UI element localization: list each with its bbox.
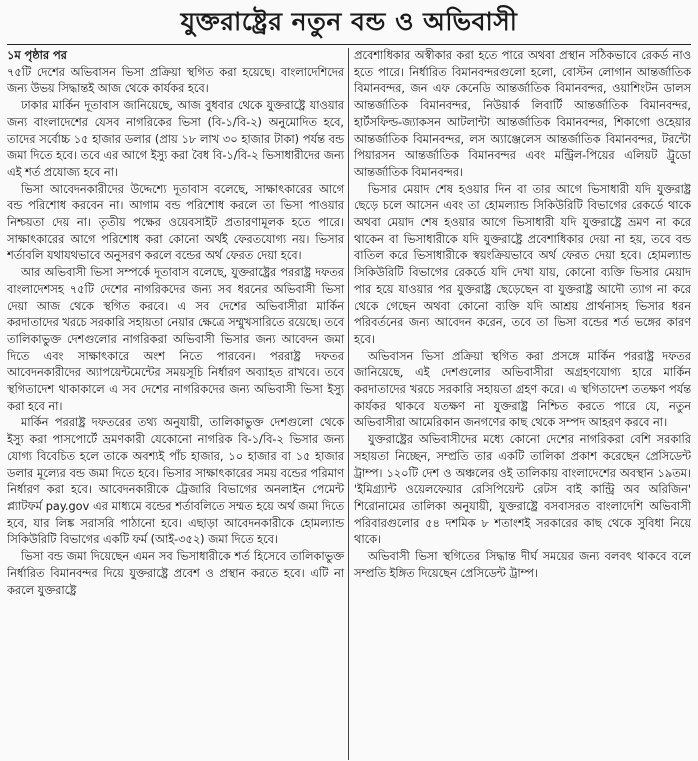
paragraph: ৭৫টি দেশের অভিবাসন ভিসা প্রক্রিয়া স্থগিত করা হয়েছে। বাংলাদেশিদের জন্য উভয় সিদ্ধান্তই আজ থেকে কার্যকর হবে। [7,65,344,96]
paragraph: অভিবাসী ভিসা স্থগিতের সিদ্ধান্ত দীর্ঘ সময়ের জন্য বলবৎ থাকবে বলে সম্প্রতি ইঙ্গিত দিয়েছেন প্রেসিডেন্ট ট্রাম্প। [354,550,691,580]
paragraph: আর অভিবাসী ভিসা সম্পর্কে দূতাবাস বলেছে, যুক্তরাষ্ট্রের পররাষ্ট্র দফতর বাংলাদেশসহ ৭৫টি দেশের নাগরিকদের জন্য সব ধরনের অভিবাসী ভিসা দেয়া আজ থেকে স্থগিত করবে। এ সব দেশের অভিবাসীরা মার্কিন করদাতাদের খরচে সরকারি সহায়তা নেয়ার ক্ষেত্রে সম্মুখসারিতে রয়েছে। তবে তালিকাভুক্ত দেশগুলোর নাগরিকরা অভিবাসী ভিসার জন্য আবেদন জমা দিতে এবং সাক্ষাৎকারে অংশ নিতে পারবেন। পররাষ্ট্র দফতর আবেদনকারীদের অ্যাপয়েন্টমেন্টের সময়সূচি নির্ধারণ অব্যাহত রাখবে। তবে স্থগিতাদেশ থাকাকালে এ সব দেশের নাগরিকদের জন্য অভিবাসী ভিসা ইস্যু করা হবে না। [7,266,344,413]
paragraph: ভিসা বন্ড জমা দিয়েছেন এমন সব ভিসাধারীকে শর্ত হিসেবে তালিকাভুক্ত নির্ধারিত বিমানবন্দর দিয়ে যুক্তরাষ্ট্রে প্রবেশ ও প্রস্থান করতে হবে। এটি না করলে যুক্তরাষ্ট্রে [7,550,344,597]
paragraph: মার্কিন পররাষ্ট্র দফতরের তথ্য অনুযায়ী, তালিকাভুক্ত দেশগুলো থেকে ইস্যু করা পাসপোর্টে ভ্রমণকারী যেকোনো নাগরিক বি-১/বি-২ ভিসার জন্য যোগ্য বিবেচিত হলে তাকে অবশ্যই পাঁচ হাজার, ১০ হাজার বা ১৫ হাজার ডলার মূল্যের বন্ড জমা দিতে হবে। ভিসার সাক্ষাৎকারের সময় বন্ডের পরিমাণ নির্ধারণ করা হবে। আবেদনকারীকে ট্রেজারি বিভাগের অনলাইন পেমেন্ট প্ল্যাটফর্ম pay.gov এর মাধ্যমে বন্ডের শর্তাবলিতে সম্মত হয়ে অর্থ জমা দিতে হবে, যার লিঙ্ক সরাসরি পাঠানো হবে। এছাড়া আবেদনকারীকে হোমল্যান্ড সিকিউরিটি বিভাগের একটি ফর্ম (আই-৩৫২) জমা দিতে হবে। [7,416,344,547]
headline-divider [7,44,691,45]
article-columns [7,48,691,760]
paragraph: প্রবেশাধিকার অস্বীকার করা হতে পারে অথবা প্রস্থান সঠিকভাবে রেকর্ড নাও হতে পারে। নির্ধারিত বিমানবন্দরগুলো হলো, বোস্টন লোগান আন্তর্জাতিক বিমানবন্দর, জন এফ কেনেডি আন্তর্জাতিক বিমানবন্দর, ওয়াশিংটন ডালস আন্তর্জাতিক বিমানবন্দর, নিউয়ার্ক লিবার্টি আন্তর্জাতিক বিমানবন্দর, হার্টসফিল্ড-জ্যাকসন আটলান্টা আন্তর্জাতিক বিমানবন্দর, শিকাগো ওহেয়ার আন্তর্জাতিক বিমানবন্দর, লস অ্যাঞ্জেলেস আন্তর্জাতিক বিমানবন্দর, টরন্টো পিয়ারসন আন্তর্জাতিক বিমানবন্দর এবং মন্ট্রিল-পিয়ের এলিয়ট ট্রুডো আন্তর্জাতিক বিমানবন্দর। [354,49,691,179]
paragraph: ভিসা আবেদনকারীদের উদ্দেশ্যে দূতাবাস বলেছে, সাক্ষাৎকারের আগে বন্ড পরিশোধ করবেন না। আগাম বন্ড পরিশোধ করলে তা ভিসা পাওয়ার নিশ্চয়তা দেয় না। তৃতীয় পক্ষের ওয়েবসাইট প্রতারণামূলক হতে পারে। সাক্ষাৎকারের আগে পরিশোধ করা কোনো অর্থই ফেরতযোগ্য নয়। ভিসার শর্তাবলি যথাযথভাবে অনুসরণ করলে বন্ডের অর্থ ফেরত দেয়া হবে। [7,182,344,263]
right-column [349,48,691,760]
headline: যুক্তরাষ্ট্রের নতুন বন্ড ও অভিবাসী [180,7,518,36]
paragraph: ঢাকার মার্কিন দূতাবাস জানিয়েছে, আজ বুধবার থেকে যুক্তরাষ্ট্রে যাওয়ার জন্য বাংলাদেশের যেসব নাগরিকের ভিসা (বি-১/বি-২) অনুমোদিত হবে, তাদের সর্বোচ্চ ১৫ হাজার ডলার (প্রায় ১৮ লাখ ৩০ হাজার টাকা) পর্যন্ত বন্ড জমা দিতে হবে। তবে এর আগে ইস্যু করা বৈধ বি-১/বি-২ ভিসাধারীদের জন্য এই শর্ত প্রযোজ্য হবে না। [7,99,344,179]
paragraph: যুক্তরাষ্ট্রের অভিবাসীদের মধ্যে কোনো দেশের নাগরিকরা বেশি সরকারি সহায়তা নিচ্ছেন, সম্প্রতি তার একটি তালিকা প্রকাশ করেছেন প্রেসিডেন্ট ট্রাম্প। ১২০টি দেশ ও অঞ্চলের ওই তালিকায় বাংলাদেশের অবস্থান ১৯তম। 'ইমিগ্র্যান্ট ওয়েলফেয়ার রেসিপিয়েন্ট রেটস বাই কান্ট্রি অব অরিজিন' শিরোনামের তালিকা অনুযায়ী, যুক্তরাষ্ট্রে বসবাসরত বাংলাদেশি অভিবাসী পরিবারগুলোর ৫৪ দশমিক ৮ শতাংশই সরকারের কাছ থেকে সুবিধা নিয়ে থাকে। [354,433,691,547]
paragraph: অভিবাসন ভিসা প্রক্রিয়া স্থগিত করা প্রসঙ্গে মার্কিন পররাষ্ট্র দফতর জানিয়েছে, এই দেশগুলোর অভিবাসীরা অগ্রহণযোগ্য হারে মার্কিন করদাতাদের খরচে সরকারি সহায়তা গ্রহণ করে। এ স্থগিতাদেশ ততক্ষণ পর্যন্ত কার্যকর থাকবে যতক্ষণ না যুক্তরাষ্ট্র নিশ্চিত করতে পারে যে, নতুন অভিবাসীরা আমেরিকান জনগণের কাছ থেকে সম্পদ আহরণ করবে না। [354,349,691,430]
continuation-kicker: ১ম পৃষ্ঠার পর [7,49,67,62]
paragraph: ভিসার মেয়াদ শেষ হওয়ার দিন বা তার আগে ভিসাধারী যদি যুক্তরাষ্ট্র ছেড়ে চলে আসেন এবং তা হোমল্যান্ড সিকিউরিটি বিভাগের রেকর্ডে থাকে অথবা মেয়াদ শেষ হওয়ার আগে ভিসাধারী যদি যুক্তরাষ্ট্রে ভ্রমণ না করে থাকেন বা ভিসাধারীকে যদি যুক্তরাষ্ট্রে প্রবেশাধিকার দেয়া না হয়, তবে বন্ড বাতিল করে ভিসাধারীকে স্বয়ংক্রিয়ভাবে অর্থ ফেরত দেয়া হবে। হোমল্যান্ড সিকিউরিটি বিভাগের রেকর্ডে যদি দেখা যায়, কোনো ব্যক্তি ভিসার মেয়াদ পার হয়ে যাওয়ার পর যুক্তরাষ্ট্র ছেড়েছেন বা যুক্তরাষ্ট্র আদৌ ত্যাগ না করে থেকে গেছেন অথবা কোনো ব্যক্তি যদি আশ্রয় প্রার্থনাসহ ভিসার ধরন পরিবর্তনের জন্য আবেদন করেন, তবে তা ভিসা বন্ডের শর্ত ভঙ্গের কারণ হবে। [354,182,691,346]
left-column [7,48,349,760]
